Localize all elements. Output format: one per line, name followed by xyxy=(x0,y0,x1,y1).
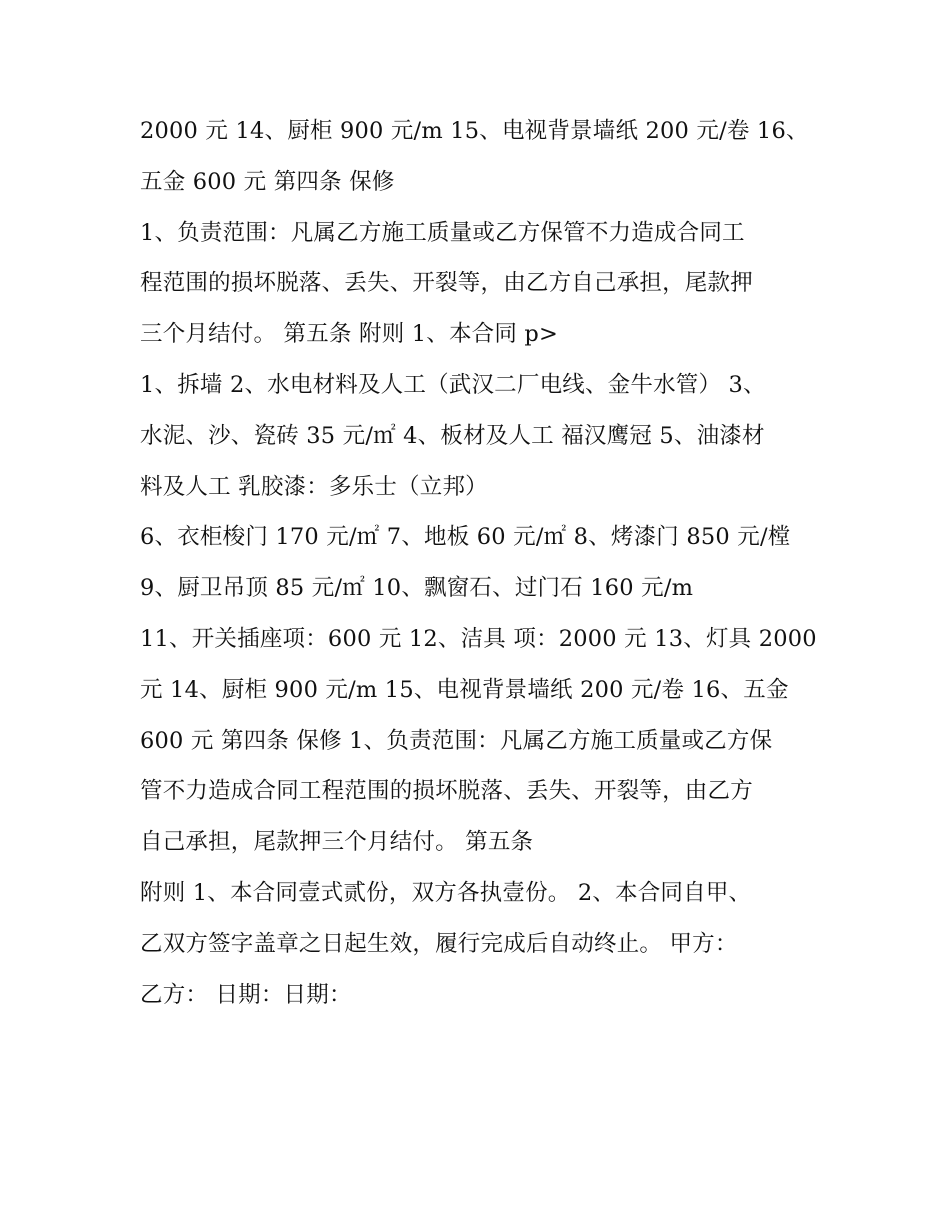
text-line: 水泥、沙、瓷砖 35 元/㎡ 4、板材及人工 福汉鹰冠 5、油漆材 xyxy=(140,422,765,449)
text-line: 11、开关插座项：600 元 12、洁具 项：2000 元 13、灯具 2000 xyxy=(140,625,817,652)
text-line: 1、拆墙 2、水电材料及人工（武汉二厂电线、金牛水管） 3、 xyxy=(140,371,766,398)
text-line: 三个月结付。 第五条 附则 1、本合同 p> xyxy=(140,321,559,348)
text-line: 乙双方签字盖章之日起生效，履行完成后自动终止。 甲方： xyxy=(140,930,738,957)
text-line: 元 14、厨柜 900 元/m 15、电视背景墙纸 200 元/卷 16、五金 xyxy=(140,676,789,703)
text-line: 1、负责范围：凡属乙方施工质量或乙方保管不力造成合同工 xyxy=(140,219,745,246)
text-line: 乙方： 日期：日期： xyxy=(140,981,352,1008)
text-line: 管不力造成合同工程范围的损坏脱落、丢失、开裂等，由乙方 xyxy=(140,778,753,805)
text-line: 6、衣柜梭门 170 元/㎡ 7、地板 60 元/㎡ 8、烤漆门 850 元/樘 xyxy=(140,524,791,551)
text-line: 料及人工 乳胶漆：多乐士（立邦） xyxy=(140,473,488,500)
text-line: 600 元 第四条 保修 1、负责范围：凡属乙方施工质量或乙方保 xyxy=(140,727,773,754)
text-line: 附则 1、本合同壹式贰份，双方各执壹份。 2、本合同自甲、 xyxy=(140,879,752,906)
text-line: 自己承担，尾款押三个月结付。 第五条 xyxy=(140,829,534,856)
text-line: 五金 600 元 第四条 保修 xyxy=(140,168,395,195)
text-line: 9、厨卫吊顶 85 元/㎡ 10、飘窗石、过门石 160 元/m xyxy=(140,575,694,602)
text-line: 程范围的损坏脱落、丢失、开裂等，由乙方自己承担，尾款押 xyxy=(140,270,753,297)
document-body xyxy=(140,106,820,1020)
text-line: 2000 元 14、厨柜 900 元/m 15、电视背景墙纸 200 元/卷 16、 xyxy=(140,118,809,144)
